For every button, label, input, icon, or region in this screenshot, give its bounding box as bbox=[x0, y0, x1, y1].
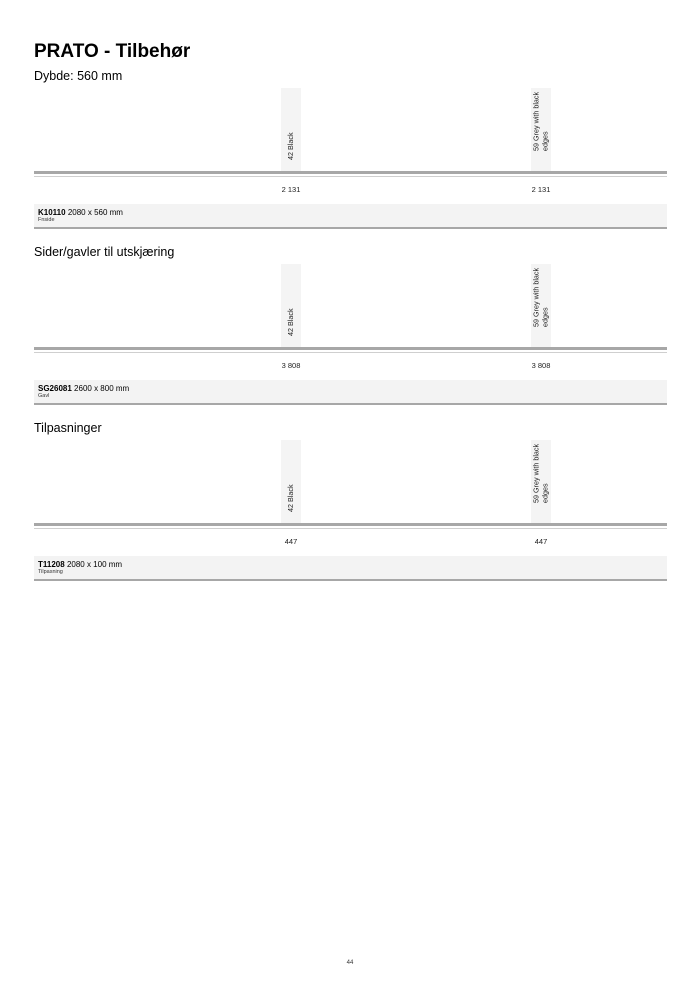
column-label: 59 Grey with black edges bbox=[531, 267, 549, 327]
divider bbox=[34, 352, 667, 353]
header-divider bbox=[34, 523, 667, 526]
product-size: 2080 x 100 mm bbox=[66, 560, 123, 569]
column-header-black bbox=[281, 88, 301, 171]
product-title bbox=[38, 560, 122, 569]
price-cell: 447 bbox=[284, 537, 298, 546]
product-title bbox=[38, 384, 129, 393]
page-number: 44 bbox=[346, 960, 354, 966]
header-divider bbox=[34, 171, 667, 174]
price-cell: 2 131 bbox=[531, 185, 551, 194]
product-description: Gavl bbox=[38, 393, 50, 399]
divider bbox=[34, 528, 667, 529]
column-label: 42 Black bbox=[285, 131, 295, 160]
product-row[interactable] bbox=[34, 556, 667, 579]
product-title bbox=[38, 208, 123, 217]
accessory-section-fittings bbox=[0, 420, 700, 596]
column-label: 59 Grey with black edges bbox=[531, 91, 549, 151]
product-code: K10110 bbox=[38, 208, 66, 217]
row-divider bbox=[34, 579, 667, 581]
page-title: PRATO - Tilbehør bbox=[34, 41, 191, 62]
product-row[interactable] bbox=[34, 380, 667, 403]
column-header-grey bbox=[531, 88, 551, 171]
column-header-grey bbox=[531, 264, 551, 347]
column-header-grey bbox=[531, 440, 551, 523]
page-subtitle: Dybde: 560 mm bbox=[34, 69, 123, 83]
column-header-black bbox=[281, 264, 301, 347]
row-divider bbox=[34, 227, 667, 229]
product-size: 2080 x 560 mm bbox=[67, 208, 123, 217]
column-label: 42 Black bbox=[285, 483, 295, 512]
header-divider bbox=[34, 347, 667, 350]
section-heading: Sider/gavler til utskjæring bbox=[34, 245, 175, 259]
accessory-section-frontside bbox=[0, 88, 700, 264]
price-cell: 2 131 bbox=[281, 185, 301, 194]
price-cell: 3 808 bbox=[281, 361, 301, 370]
price-cell: 447 bbox=[534, 537, 548, 546]
product-description: Tilpasning bbox=[38, 569, 63, 575]
divider bbox=[34, 176, 667, 177]
product-code: T11208 bbox=[38, 560, 65, 569]
column-header-black bbox=[281, 440, 301, 523]
product-size: 2600 x 800 mm bbox=[74, 384, 130, 393]
product-row[interactable] bbox=[34, 204, 667, 227]
column-label: 59 Grey with black edges bbox=[531, 443, 549, 503]
product-description: Fnside bbox=[38, 217, 55, 223]
price-cell: 3 808 bbox=[531, 361, 551, 370]
product-code: SG26081 bbox=[38, 384, 72, 393]
row-divider bbox=[34, 403, 667, 405]
accessory-section-sides bbox=[0, 244, 700, 420]
section-heading: Tilpasninger bbox=[34, 421, 102, 435]
column-label: 42 Black bbox=[285, 307, 295, 336]
